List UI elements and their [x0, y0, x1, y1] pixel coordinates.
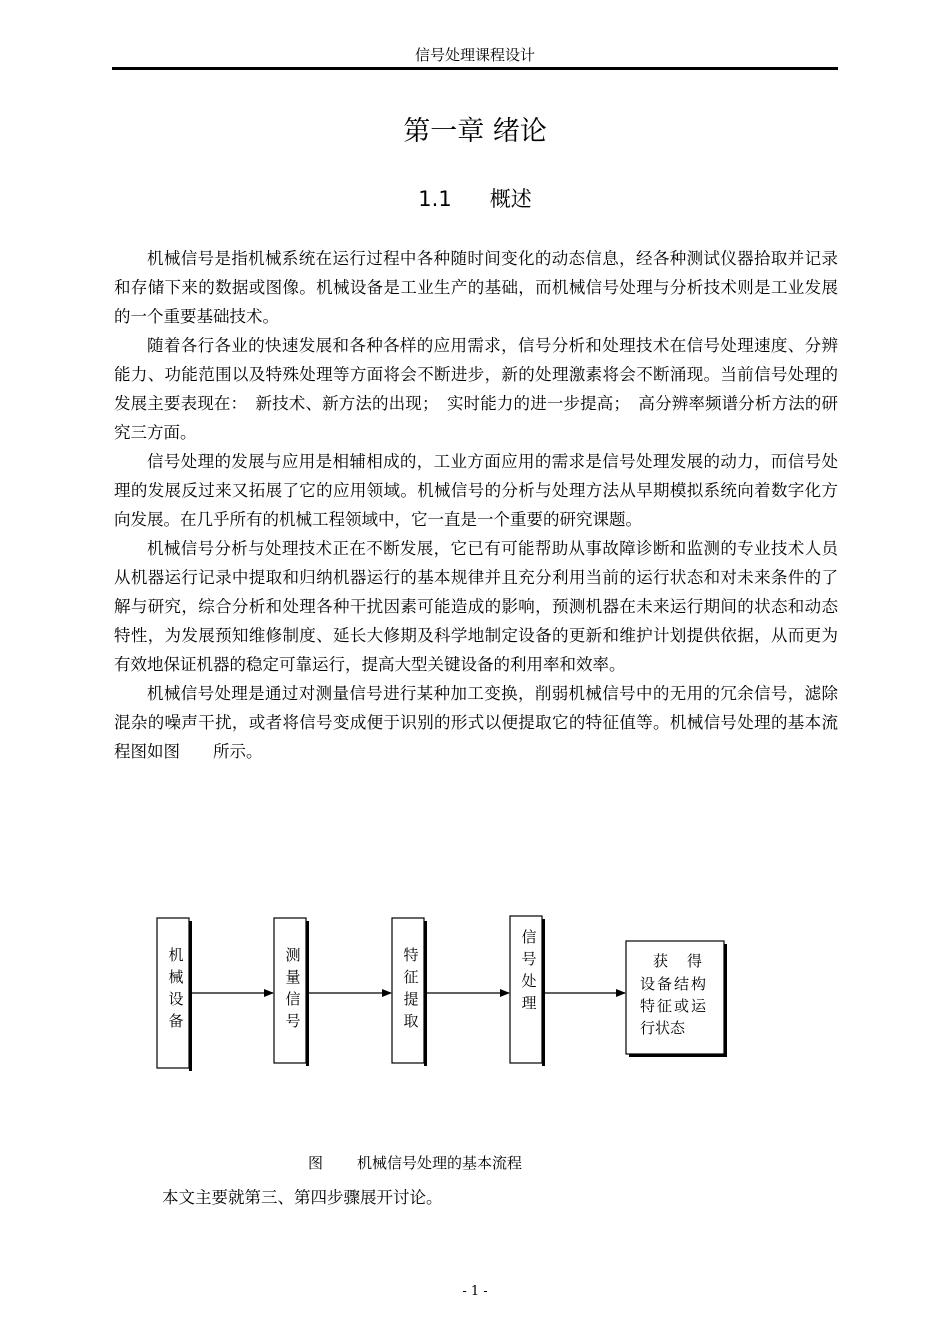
flow-box-char: 量 — [285, 968, 301, 986]
header-rule — [112, 67, 838, 70]
running-header: 信号处理课程设计 — [414, 46, 535, 64]
flow-box-feature-extraction — [392, 918, 427, 1066]
flow-box-char: 测 — [285, 946, 301, 964]
flow-box-line: 行状态 — [640, 1019, 686, 1037]
flow-box-line: 设备结构 — [640, 975, 709, 993]
flow-box-result — [626, 941, 727, 1057]
flow-box-char: 备 — [168, 1012, 184, 1030]
flow-box-char: 提 — [403, 990, 419, 1008]
figure-caption-text: 机械信号处理的基本流程 — [357, 1154, 523, 1172]
paragraph: 机械信号处理是通过对测量信号进行某种加工变换，削弱机械信号中的无用的冗余信号，滤除混杂的噪声干扰，或者将信号变成便于识别的形式以便提取它的特征值等。机械信号处理的基本流程图如图 所示。 — [114, 684, 838, 761]
chapter-title: 第一章 绪论 — [403, 116, 547, 147]
closing-sentence: 本文主要就第三、第四步骤展开讨论。 — [162, 1188, 443, 1207]
paragraph: 机械信号分析与处理技术正在不断发展，它已有可能帮助从事故障诊断和监测的专业技术人员从机器运行记录中提取和归纳机器运行的基本规律并且充分利用当前的运行状态和对未来条件的了解与研究，综合分析和处理各种干扰因素可能造成的影响，预测机器在未来运行期间的状态和动态特性，为发展预知维修制度、延长大修期及科学地制定设备的更新和维护计划提供依据，从而更为有效地保证机器的稳定可靠运行，提高大型关键设备的利用率和效率。 — [114, 539, 838, 674]
flow-box-char: 号 — [285, 1012, 301, 1030]
flow-box-char: 处 — [521, 972, 537, 990]
flow-box-char: 特 — [403, 946, 419, 964]
section-heading — [0, 184, 950, 214]
flow-box-char: 信 — [521, 928, 537, 946]
flow-box-char: 设 — [168, 990, 184, 1008]
page-number: - 1 - — [462, 1284, 488, 1299]
section-title: 概述 — [489, 187, 532, 211]
figure-label: 图 — [308, 1154, 324, 1172]
section-number: 1.1 — [418, 187, 452, 211]
flow-box-char: 征 — [403, 968, 419, 986]
paragraph: 随着各行各业的快速发展和各种各样的应用需求，信号分析和处理技术在信号处理速度、分辨能力、功能范围以及特殊处理等方面将会不断进步，新的处理激素将会不断涌现。当前信号处理的发展主要表现在： 新技术、新方法的出现； 实时能力的进一步提高； 高分辨率频谱分析方法的研究三方面。 — [114, 336, 838, 442]
flow-box-char: 械 — [168, 968, 184, 986]
flowchart-diagram — [150, 908, 740, 1078]
figure-caption — [308, 1152, 522, 1174]
body-text — [114, 244, 838, 766]
flow-box-measure-signal — [274, 918, 309, 1066]
flow-box-machine-equipment — [157, 918, 192, 1071]
paragraph: 机械信号是指机械系统在运行过程中各种随时间变化的动态信息，经各种测试仪器拾取并记录和存储下来的数据或图像。机械设备是工业生产的基础，而机械信号处理与分析技术则是工业发展的一个重要基础技术。 — [114, 249, 838, 326]
paragraph: 信号处理的发展与应用是相辅相成的，工业方面应用的需求是信号处理发展的动力，而信号处理的发展反过来又拓展了它的应用领域。机械信号的分析与处理方法从早期模拟系统向着数字化方向发展。在几乎所有的机械工程领域中，它一直是一个重要的研究课题。 — [114, 452, 838, 529]
flow-box-line: 获 得 — [652, 952, 704, 970]
flow-box-char: 理 — [521, 994, 537, 1012]
flow-box-char: 取 — [403, 1012, 419, 1030]
flow-box-char: 号 — [521, 950, 537, 968]
flow-box-char: 信 — [285, 990, 301, 1008]
flow-box-line: 特征或运 — [640, 997, 709, 1015]
flow-box-signal-processing — [510, 916, 545, 1066]
flow-box-char: 机 — [168, 946, 184, 964]
